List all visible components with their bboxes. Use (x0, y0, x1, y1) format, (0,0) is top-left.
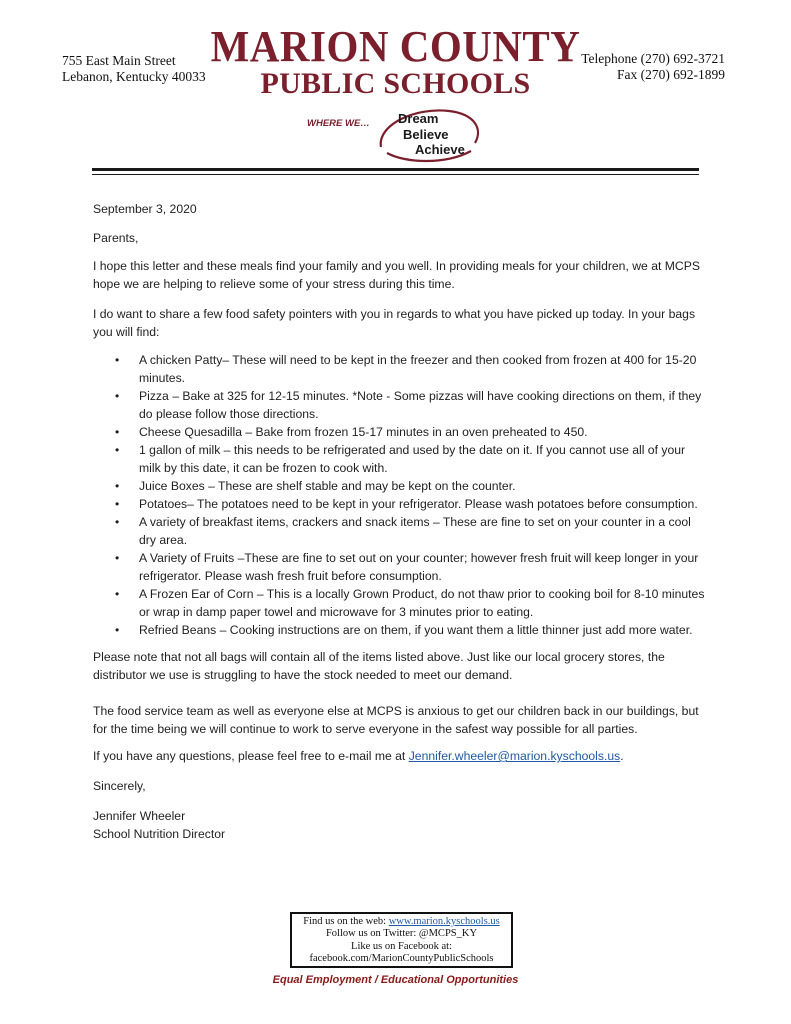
list-item: • Pizza – Bake at 325 for 12-15 minutes. *Note - Some pizzas will have cooking directions on them, if they do please follow those directions. (93, 387, 709, 423)
list-item: • Refried Beans – Cooking instructions are on them, if you want them a little thinner just add more water. (93, 621, 709, 639)
paragraph-stock-note: Please note that not all bags will contain all of the items listed above. Just like our local grocery stores, the distributor we use is struggling to have the stock needed to meet our demand. (93, 650, 665, 682)
header-divider-thick (92, 168, 699, 171)
phone-number: Telephone (270) 692-3721 (581, 51, 725, 66)
fax-number: Fax (270) 692-1899 (617, 67, 725, 82)
list-item: • Juice Boxes – These are shelf stable and may be kept on the counter. (93, 477, 709, 495)
list-item: • A chicken Patty– These will need to be kept in the freezer and then cooked from frozen at 400 for 15-20 minutes. (93, 351, 709, 387)
paragraph-safety: I do want to share a few food safety pointers with you in regards to what you have picked up today. In your bags you will find: (93, 307, 696, 339)
footer-contact-box (290, 912, 513, 968)
slogan-word-dream: Dream (398, 111, 439, 126)
email-link[interactable]: Jennifer.wheeler@marion.kyschools.us (408, 749, 621, 763)
paragraph-food-service: The food service team as well as everyone else at MCPS is anxious to get our children back in our buildings, but for the time being we will continue to work to serve everyone in the safest way possible for all parties. (93, 704, 699, 736)
slogan-word-achieve: Achieve (415, 142, 465, 157)
footer-web-label: Find us on the web: (303, 916, 389, 927)
paragraph-contact (93, 747, 709, 765)
list-item: • 1 gallon of milk – this needs to be refrigerated and used by the date on it. If you cannot use all of your milk by this date, it can be frozen to cook with. (93, 441, 709, 477)
letter-body (93, 200, 709, 843)
address-line-2: Lebanon, Kentucky 40033 (62, 69, 206, 84)
footer-twitter: Follow us on Twitter: @MCPS_KY (325, 928, 478, 940)
contact-numbers (581, 51, 725, 83)
contact-text-end: . (620, 749, 624, 763)
closing: Sincerely, (93, 779, 146, 793)
footer-facebook-url: facebook.com/MarionCountyPublicSchools (309, 953, 494, 965)
paragraph-intro: I hope this letter and these meals find your family and you well. In providing meals for your children, we at MCPS hope we are helping to relieve some of your stress during this time. (93, 259, 700, 291)
footer-facebook-label: Like us on Facebook at: (351, 940, 452, 952)
equal-opportunity-statement: Equal Employment / Educational Opportunities (272, 974, 519, 986)
slogan-word-believe: Believe (403, 127, 449, 142)
salutation: Parents, (93, 231, 139, 245)
slogan-prefix: WHERE WE… (307, 118, 370, 129)
list-item: • A Frozen Ear of Corn – This is a locally Grown Product, do not thaw prior to cooking boil for 8-10 minutes or wrap in damp paper towel and microwave for 3 minutes prior to eating. (93, 585, 709, 621)
list-item: • A Variety of Fruits –These are fine to set out on your counter; however fresh fruit will keep longer in your refrigerator. Please wash fresh fruit before consumption. (93, 549, 709, 585)
list-item: • Cheese Quesadilla – Bake from frozen 15-17 minutes in an oven preheated to 450. (93, 423, 709, 441)
signer-name: Jennifer Wheeler (93, 809, 186, 823)
address-line-1: 755 East Main Street (62, 53, 176, 68)
list-item: • A variety of breakfast items, crackers and snack items – These are fine to set on your counter in a cool dry area. (93, 513, 709, 549)
website-link[interactable]: www.marion.kyschools.us (388, 916, 500, 927)
food-item-list (93, 351, 709, 639)
org-subtitle: PUBLIC SCHOOLS (260, 67, 531, 100)
list-item: • Potatoes– The potatoes need to be kept in your refrigerator. Please wash potatoes before consumption. (93, 495, 709, 513)
org-name: MARION COUNTY (210, 21, 581, 71)
header-divider-thin (92, 174, 699, 175)
footer-web-line (292, 916, 511, 928)
signer-title: School Nutrition Director (93, 827, 226, 841)
letter-date: September 3, 2020 (93, 202, 197, 216)
contact-text: If you have any questions, please feel free to e-mail me at (93, 749, 409, 763)
